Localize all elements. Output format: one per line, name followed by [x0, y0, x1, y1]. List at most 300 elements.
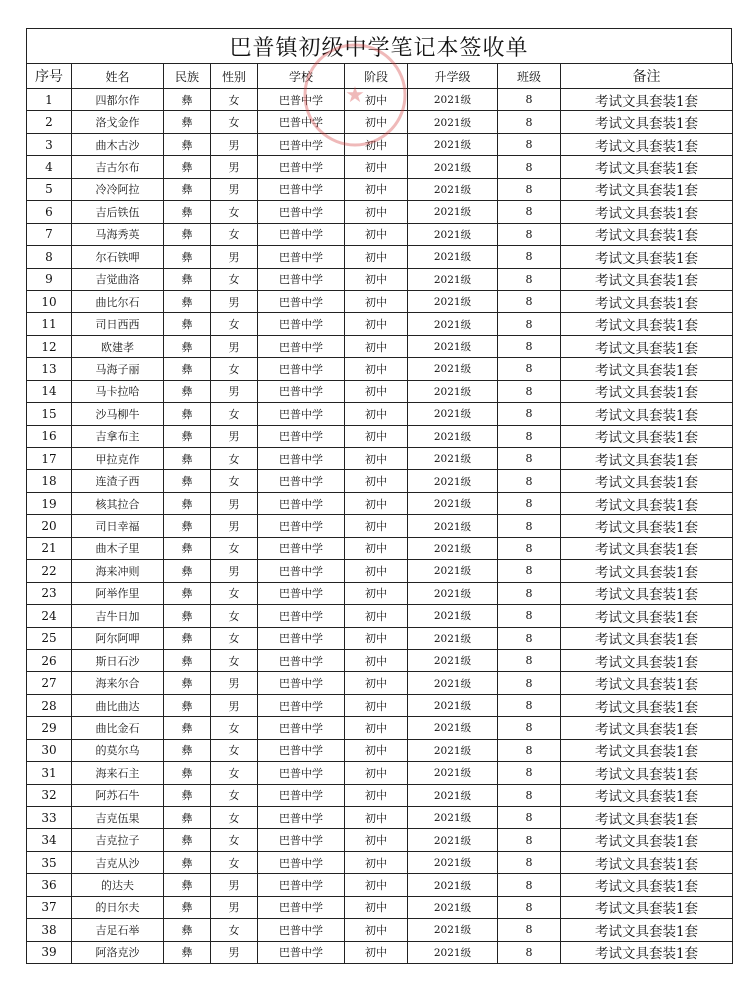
cell-school: 巴普中学: [258, 201, 345, 223]
cell-name: 阿苏石牛: [72, 784, 164, 806]
cell-grade: 2021级: [408, 133, 498, 155]
cell-school: 巴普中学: [258, 380, 345, 402]
cell-school: 巴普中学: [258, 492, 345, 514]
cell-gender: 女: [211, 223, 258, 245]
cell-note: 考试文具套装1套: [561, 582, 733, 604]
cell-class: 8: [498, 178, 561, 200]
cell-ethnicity: 彝: [164, 582, 211, 604]
table-row: [27, 492, 733, 514]
cell-ethnicity: 彝: [164, 784, 211, 806]
cell-ethnicity: 彝: [164, 335, 211, 357]
table-row: [27, 133, 733, 155]
cell-name: 海来石主: [72, 762, 164, 784]
page-title: 巴普镇初级中学笔记本签收单: [26, 28, 732, 63]
cell-class: 8: [498, 717, 561, 739]
table-row: [27, 784, 733, 806]
cell-name: 马卡拉哈: [72, 380, 164, 402]
cell-class: 8: [498, 672, 561, 694]
cell-gender: 女: [211, 605, 258, 627]
cell-school: 巴普中学: [258, 358, 345, 380]
cell-name: 吉足石举: [72, 919, 164, 941]
cell-class: 8: [498, 762, 561, 784]
cell-name: 甲拉克作: [72, 448, 164, 470]
cell-note: 考试文具套装1套: [561, 335, 733, 357]
cell-gender: 女: [211, 358, 258, 380]
cell-name: 连渣子西: [72, 470, 164, 492]
cell-ethnicity: 彝: [164, 246, 211, 268]
cell-stage: 初中: [345, 268, 408, 290]
cell-note: 考试文具套装1套: [561, 268, 733, 290]
table-row: [27, 201, 733, 223]
cell-name: 海来尔合: [72, 672, 164, 694]
cell-ethnicity: 彝: [164, 425, 211, 447]
cell-name: 冷冷阿拉: [72, 178, 164, 200]
cell-school: 巴普中学: [258, 133, 345, 155]
cell-grade: 2021级: [408, 268, 498, 290]
cell-name: 吉克伍果: [72, 807, 164, 829]
cell-ethnicity: 彝: [164, 739, 211, 761]
cell-seq: 33: [27, 807, 72, 829]
cell-note: 考试文具套装1套: [561, 672, 733, 694]
cell-seq: 2: [27, 111, 72, 133]
table-row: [27, 358, 733, 380]
cell-stage: 初中: [345, 784, 408, 806]
cell-ethnicity: 彝: [164, 874, 211, 896]
cell-gender: 男: [211, 380, 258, 402]
cell-gender: 女: [211, 829, 258, 851]
cell-ethnicity: 彝: [164, 156, 211, 178]
cell-note: 考试文具套装1套: [561, 627, 733, 649]
cell-gender: 男: [211, 246, 258, 268]
cell-stage: 初中: [345, 290, 408, 312]
cell-school: 巴普中学: [258, 178, 345, 200]
cell-stage: 初中: [345, 403, 408, 425]
cell-name: 马海子丽: [72, 358, 164, 380]
cell-gender: 女: [211, 784, 258, 806]
cell-school: 巴普中学: [258, 829, 345, 851]
cell-school: 巴普中学: [258, 896, 345, 918]
cell-note: 考试文具套装1套: [561, 313, 733, 335]
cell-school: 巴普中学: [258, 605, 345, 627]
cell-grade: 2021级: [408, 246, 498, 268]
cell-stage: 初中: [345, 448, 408, 470]
cell-name: 吉古尔布: [72, 156, 164, 178]
cell-stage: 初中: [345, 896, 408, 918]
table-row: [27, 178, 733, 200]
table-row: [27, 380, 733, 402]
cell-note: 考试文具套装1套: [561, 537, 733, 559]
cell-note: 考试文具套装1套: [561, 605, 733, 627]
cell-stage: 初中: [345, 223, 408, 245]
cell-stage: 初中: [345, 941, 408, 963]
cell-gender: 女: [211, 537, 258, 559]
cell-grade: 2021级: [408, 448, 498, 470]
cell-class: 8: [498, 290, 561, 312]
cell-gender: 女: [211, 313, 258, 335]
cell-gender: 男: [211, 874, 258, 896]
cell-note: 考试文具套装1套: [561, 425, 733, 447]
cell-ethnicity: 彝: [164, 851, 211, 873]
cell-stage: 初中: [345, 829, 408, 851]
cell-seq: 1: [27, 89, 72, 111]
cell-gender: 男: [211, 290, 258, 312]
cell-school: 巴普中学: [258, 335, 345, 357]
cell-school: 巴普中学: [258, 649, 345, 671]
cell-gender: 男: [211, 896, 258, 918]
cell-school: 巴普中学: [258, 672, 345, 694]
cell-gender: 男: [211, 941, 258, 963]
signature-sheet: [26, 28, 732, 964]
cell-class: 8: [498, 425, 561, 447]
cell-ethnicity: 彝: [164, 223, 211, 245]
cell-grade: 2021级: [408, 156, 498, 178]
cell-grade: 2021级: [408, 851, 498, 873]
cell-school: 巴普中学: [258, 739, 345, 761]
cell-school: 巴普中学: [258, 784, 345, 806]
cell-ethnicity: 彝: [164, 470, 211, 492]
cell-seq: 18: [27, 470, 72, 492]
cell-ethnicity: 彝: [164, 380, 211, 402]
cell-name: 洛戈金作: [72, 111, 164, 133]
cell-seq: 14: [27, 380, 72, 402]
cell-school: 巴普中学: [258, 515, 345, 537]
cell-grade: 2021级: [408, 649, 498, 671]
cell-class: 8: [498, 89, 561, 111]
cell-class: 8: [498, 829, 561, 851]
cell-school: 巴普中学: [258, 470, 345, 492]
cell-stage: 初中: [345, 133, 408, 155]
cell-grade: 2021级: [408, 358, 498, 380]
cell-grade: 2021级: [408, 515, 498, 537]
cell-stage: 初中: [345, 111, 408, 133]
cell-school: 巴普中学: [258, 268, 345, 290]
cell-note: 考试文具套装1套: [561, 492, 733, 514]
column-header-name: 姓名: [72, 64, 164, 89]
table-row: [27, 739, 733, 761]
cell-name: 斯日石沙: [72, 649, 164, 671]
cell-class: 8: [498, 919, 561, 941]
cell-gender: 女: [211, 470, 258, 492]
cell-school: 巴普中学: [258, 448, 345, 470]
cell-stage: 初中: [345, 470, 408, 492]
table-row: [27, 672, 733, 694]
column-header-seq: 序号: [27, 64, 72, 89]
cell-stage: 初中: [345, 851, 408, 873]
cell-stage: 初中: [345, 627, 408, 649]
cell-note: 考试文具套装1套: [561, 874, 733, 896]
cell-grade: 2021级: [408, 335, 498, 357]
cell-school: 巴普中学: [258, 290, 345, 312]
cell-gender: 女: [211, 201, 258, 223]
cell-gender: 女: [211, 851, 258, 873]
cell-school: 巴普中学: [258, 807, 345, 829]
table-row: [27, 874, 733, 896]
cell-seq: 29: [27, 717, 72, 739]
cell-school: 巴普中学: [258, 919, 345, 941]
cell-note: 考试文具套装1套: [561, 223, 733, 245]
cell-class: 8: [498, 335, 561, 357]
table-body: [27, 89, 733, 964]
cell-stage: 初中: [345, 605, 408, 627]
cell-grade: 2021级: [408, 403, 498, 425]
column-header-note: 备注: [561, 64, 733, 89]
cell-grade: 2021级: [408, 470, 498, 492]
table-row: [27, 223, 733, 245]
cell-note: 考试文具套装1套: [561, 515, 733, 537]
cell-seq: 23: [27, 582, 72, 604]
cell-name: 马海秀英: [72, 223, 164, 245]
column-header-class: 班级: [498, 64, 561, 89]
table-row: [27, 89, 733, 111]
cell-ethnicity: 彝: [164, 807, 211, 829]
table-row: [27, 335, 733, 357]
cell-stage: 初中: [345, 537, 408, 559]
cell-note: 考试文具套装1套: [561, 380, 733, 402]
cell-grade: 2021级: [408, 223, 498, 245]
cell-name: 沙马柳牛: [72, 403, 164, 425]
cell-grade: 2021级: [408, 313, 498, 335]
cell-seq: 30: [27, 739, 72, 761]
cell-seq: 22: [27, 560, 72, 582]
table-row: [27, 246, 733, 268]
cell-gender: 女: [211, 448, 258, 470]
cell-seq: 15: [27, 403, 72, 425]
cell-grade: 2021级: [408, 627, 498, 649]
cell-name: 吉克拉子: [72, 829, 164, 851]
cell-stage: 初中: [345, 201, 408, 223]
cell-gender: 女: [211, 739, 258, 761]
cell-name: 的日尔夫: [72, 896, 164, 918]
cell-name: 尔石铁呷: [72, 246, 164, 268]
cell-grade: 2021级: [408, 582, 498, 604]
cell-ethnicity: 彝: [164, 762, 211, 784]
cell-note: 考试文具套装1套: [561, 807, 733, 829]
cell-seq: 31: [27, 762, 72, 784]
column-header-stage: 阶段: [345, 64, 408, 89]
column-header-ethnicity: 民族: [164, 64, 211, 89]
cell-grade: 2021级: [408, 672, 498, 694]
cell-ethnicity: 彝: [164, 717, 211, 739]
cell-gender: 女: [211, 582, 258, 604]
cell-seq: 11: [27, 313, 72, 335]
cell-note: 考试文具套装1套: [561, 448, 733, 470]
cell-gender: 女: [211, 649, 258, 671]
table-row: [27, 605, 733, 627]
table-row: [27, 829, 733, 851]
cell-class: 8: [498, 268, 561, 290]
cell-note: 考试文具套装1套: [561, 896, 733, 918]
cell-school: 巴普中学: [258, 403, 345, 425]
cell-ethnicity: 彝: [164, 268, 211, 290]
cell-name: 四都尔作: [72, 89, 164, 111]
table-row: [27, 156, 733, 178]
cell-class: 8: [498, 605, 561, 627]
table-row: [27, 694, 733, 716]
cell-note: 考试文具套装1套: [561, 851, 733, 873]
cell-ethnicity: 彝: [164, 649, 211, 671]
cell-school: 巴普中学: [258, 582, 345, 604]
cell-class: 8: [498, 537, 561, 559]
cell-stage: 初中: [345, 582, 408, 604]
cell-school: 巴普中学: [258, 627, 345, 649]
cell-school: 巴普中学: [258, 223, 345, 245]
cell-name: 曲比金石: [72, 717, 164, 739]
cell-ethnicity: 彝: [164, 941, 211, 963]
table-row: [27, 807, 733, 829]
table-row: [27, 268, 733, 290]
cell-name: 吉克从沙: [72, 851, 164, 873]
cell-seq: 36: [27, 874, 72, 896]
column-header-grade: 升学级: [408, 64, 498, 89]
cell-note: 考试文具套装1套: [561, 178, 733, 200]
cell-gender: 男: [211, 156, 258, 178]
cell-gender: 男: [211, 515, 258, 537]
cell-name: 吉后铁伍: [72, 201, 164, 223]
cell-name: 吉牛日加: [72, 605, 164, 627]
cell-name: 阿尔阿呷: [72, 627, 164, 649]
cell-seq: 16: [27, 425, 72, 447]
cell-note: 考试文具套装1套: [561, 784, 733, 806]
cell-ethnicity: 彝: [164, 403, 211, 425]
cell-seq: 21: [27, 537, 72, 559]
cell-class: 8: [498, 896, 561, 918]
cell-note: 考试文具套装1套: [561, 941, 733, 963]
cell-class: 8: [498, 403, 561, 425]
table-row: [27, 537, 733, 559]
cell-class: 8: [498, 156, 561, 178]
cell-gender: 男: [211, 492, 258, 514]
table-row: [27, 941, 733, 963]
cell-school: 巴普中学: [258, 874, 345, 896]
cell-class: 8: [498, 470, 561, 492]
cell-seq: 24: [27, 605, 72, 627]
cell-note: 考试文具套装1套: [561, 133, 733, 155]
cell-gender: 女: [211, 717, 258, 739]
table-row: [27, 425, 733, 447]
cell-seq: 28: [27, 694, 72, 716]
column-header-gender: 性别: [211, 64, 258, 89]
cell-note: 考试文具套装1套: [561, 111, 733, 133]
cell-grade: 2021级: [408, 896, 498, 918]
table-row: [27, 403, 733, 425]
cell-ethnicity: 彝: [164, 201, 211, 223]
cell-class: 8: [498, 380, 561, 402]
cell-note: 考试文具套装1套: [561, 290, 733, 312]
cell-ethnicity: 彝: [164, 537, 211, 559]
cell-ethnicity: 彝: [164, 829, 211, 851]
cell-seq: 3: [27, 133, 72, 155]
cell-grade: 2021级: [408, 605, 498, 627]
cell-name: 的莫尔乌: [72, 739, 164, 761]
cell-seq: 20: [27, 515, 72, 537]
cell-class: 8: [498, 246, 561, 268]
cell-class: 8: [498, 739, 561, 761]
cell-class: 8: [498, 201, 561, 223]
cell-grade: 2021级: [408, 941, 498, 963]
cell-grade: 2021级: [408, 919, 498, 941]
cell-ethnicity: 彝: [164, 560, 211, 582]
cell-class: 8: [498, 492, 561, 514]
cell-stage: 初中: [345, 380, 408, 402]
cell-school: 巴普中学: [258, 246, 345, 268]
cell-gender: 女: [211, 762, 258, 784]
cell-school: 巴普中学: [258, 694, 345, 716]
table-row: [27, 896, 733, 918]
cell-note: 考试文具套装1套: [561, 246, 733, 268]
cell-grade: 2021级: [408, 380, 498, 402]
table-row: [27, 627, 733, 649]
cell-stage: 初中: [345, 492, 408, 514]
cell-gender: 女: [211, 403, 258, 425]
cell-class: 8: [498, 941, 561, 963]
cell-name: 阿举作里: [72, 582, 164, 604]
cell-ethnicity: 彝: [164, 313, 211, 335]
cell-note: 考试文具套装1套: [561, 470, 733, 492]
cell-note: 考试文具套装1套: [561, 358, 733, 380]
table-row: [27, 717, 733, 739]
table-row: [27, 515, 733, 537]
cell-note: 考试文具套装1套: [561, 762, 733, 784]
cell-gender: 女: [211, 627, 258, 649]
cell-grade: 2021级: [408, 111, 498, 133]
cell-ethnicity: 彝: [164, 515, 211, 537]
cell-seq: 38: [27, 919, 72, 941]
cell-stage: 初中: [345, 89, 408, 111]
cell-stage: 初中: [345, 178, 408, 200]
cell-grade: 2021级: [408, 560, 498, 582]
cell-grade: 2021级: [408, 762, 498, 784]
cell-name: 曲木子里: [72, 537, 164, 559]
cell-name: 的达夫: [72, 874, 164, 896]
cell-class: 8: [498, 223, 561, 245]
cell-ethnicity: 彝: [164, 694, 211, 716]
cell-grade: 2021级: [408, 784, 498, 806]
cell-class: 8: [498, 515, 561, 537]
cell-school: 巴普中学: [258, 560, 345, 582]
cell-name: 阿洛克沙: [72, 941, 164, 963]
cell-note: 考试文具套装1套: [561, 739, 733, 761]
cell-seq: 26: [27, 649, 72, 671]
cell-note: 考试文具套装1套: [561, 560, 733, 582]
cell-stage: 初中: [345, 313, 408, 335]
table-row: [27, 582, 733, 604]
cell-seq: 12: [27, 335, 72, 357]
cell-note: 考试文具套装1套: [561, 694, 733, 716]
cell-grade: 2021级: [408, 537, 498, 559]
cell-school: 巴普中学: [258, 89, 345, 111]
cell-stage: 初中: [345, 515, 408, 537]
table-row: [27, 919, 733, 941]
cell-gender: 男: [211, 672, 258, 694]
cell-stage: 初中: [345, 425, 408, 447]
cell-seq: 34: [27, 829, 72, 851]
cell-grade: 2021级: [408, 201, 498, 223]
cell-name: 海来冲则: [72, 560, 164, 582]
cell-grade: 2021级: [408, 89, 498, 111]
column-header-school: 学校: [258, 64, 345, 89]
cell-grade: 2021级: [408, 290, 498, 312]
cell-grade: 2021级: [408, 874, 498, 896]
cell-seq: 19: [27, 492, 72, 514]
cell-stage: 初中: [345, 649, 408, 671]
cell-seq: 25: [27, 627, 72, 649]
cell-stage: 初中: [345, 156, 408, 178]
seal-star: ★: [345, 83, 365, 108]
table-row: [27, 649, 733, 671]
cell-name: 曲比曲达: [72, 694, 164, 716]
cell-gender: 女: [211, 89, 258, 111]
cell-stage: 初中: [345, 560, 408, 582]
